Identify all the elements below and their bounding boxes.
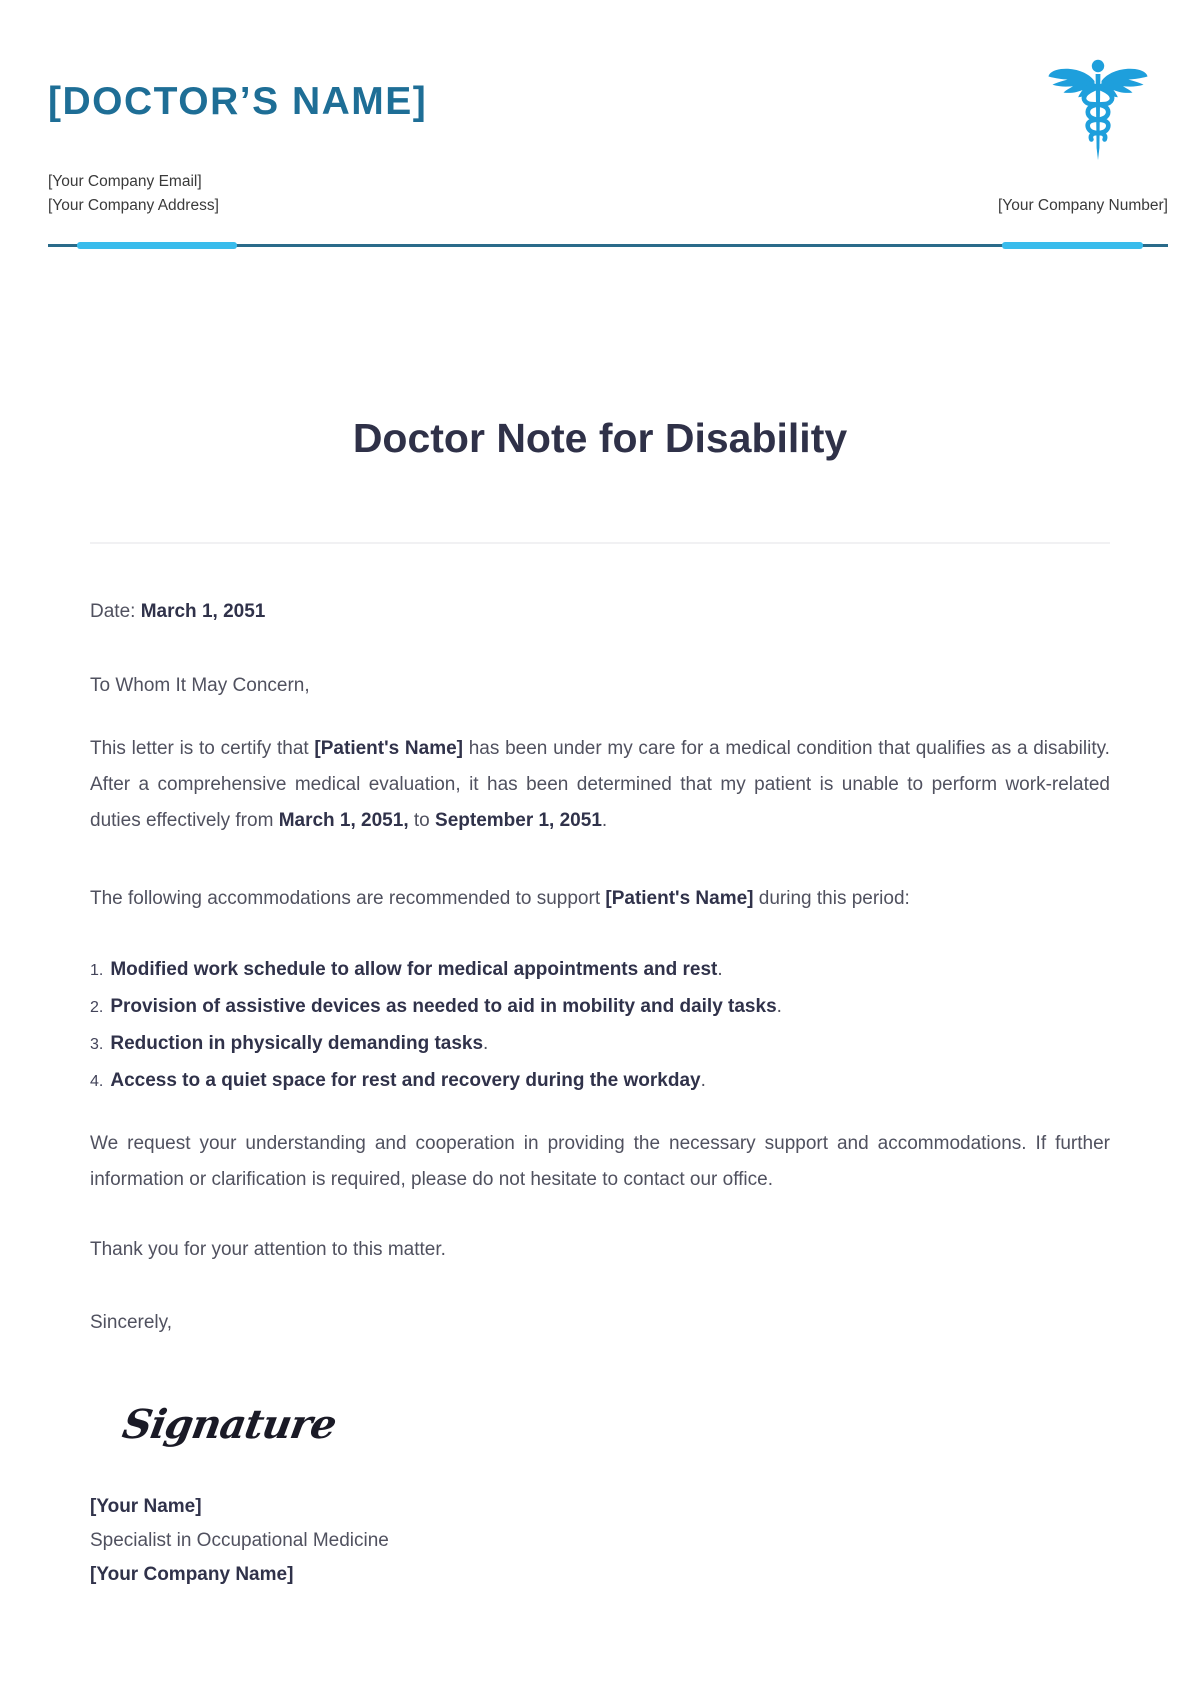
paragraph-request: We request your understanding and cooperation in providing the necessary support and accommodations. If further information or clarification is required, please do not hesitate to contact our office. (90, 1133, 1110, 1190)
letter-body (90, 415, 1110, 1592)
company-address: [Your Company Address] (48, 196, 219, 214)
list-item-text: Provision of assistive devices as needed to aid in mobility and daily tasks. (110, 996, 782, 1017)
signer-name: [Your Name] (90, 1496, 202, 1517)
signature-script: Signature (119, 1401, 340, 1448)
company-contact (48, 170, 219, 217)
title-divider (90, 542, 1110, 544)
paragraph-certify: This letter is to certify that [Patient's Name] has been under my care for a medical condition that qualifies as a disability. After a comprehensive medical evaluation, it has been determined that my patient is unable to perform work-related duties effectively from March 1, 2051, to September 1, 2051. (90, 738, 1110, 831)
letterhead (0, 0, 1200, 247)
signature-block (90, 1490, 1110, 1592)
closing: Sincerely, (90, 1312, 173, 1333)
list-item (90, 989, 1110, 1026)
header-rule (48, 244, 1168, 247)
list-item-number: 4. (90, 1073, 104, 1090)
list-item (90, 1026, 1110, 1063)
list-item-text: Reduction in physically demanding tasks. (110, 1033, 489, 1054)
list-item-number: 1. (90, 962, 104, 979)
salutation: To Whom It May Concern, (90, 675, 310, 696)
document-title: Doctor Note for Disability (352, 415, 848, 461)
paragraph-thanks: Thank you for your attention to this matter. (90, 1239, 446, 1260)
list-item-number: 3. (90, 1036, 104, 1053)
list-item-number: 2. (90, 999, 104, 1016)
paragraph-accommodations-intro: The following accommodations are recommended to support [Patient's Name] during this period: (90, 888, 910, 909)
signer-company: [Your Company Name] (90, 1564, 294, 1585)
company-email: [Your Company Email] (48, 173, 202, 190)
letterhead-contact-row (48, 170, 1168, 217)
list-item-text: Modified work schedule to allow for medical appointments and rest. (110, 959, 723, 980)
header-rule-accent-right (1002, 242, 1143, 249)
date-label: Date: (90, 601, 141, 622)
caduceus-icon (1048, 58, 1148, 162)
company-number: [Your Company Number] (997, 196, 1168, 214)
date-value: March 1, 2051 (140, 601, 266, 622)
list-item-text: Access to a quiet space for rest and recovery during the workday. (110, 1070, 706, 1091)
list-item (90, 952, 1110, 989)
signer-role: Specialist in Occupational Medicine (90, 1530, 389, 1551)
list-item (90, 1063, 1110, 1100)
date-line (90, 594, 1110, 630)
header-rule-accent-left (77, 242, 237, 249)
accommodations-list (90, 952, 1110, 1100)
doctor-name: [DOCTOR’S NAME] (48, 80, 428, 123)
